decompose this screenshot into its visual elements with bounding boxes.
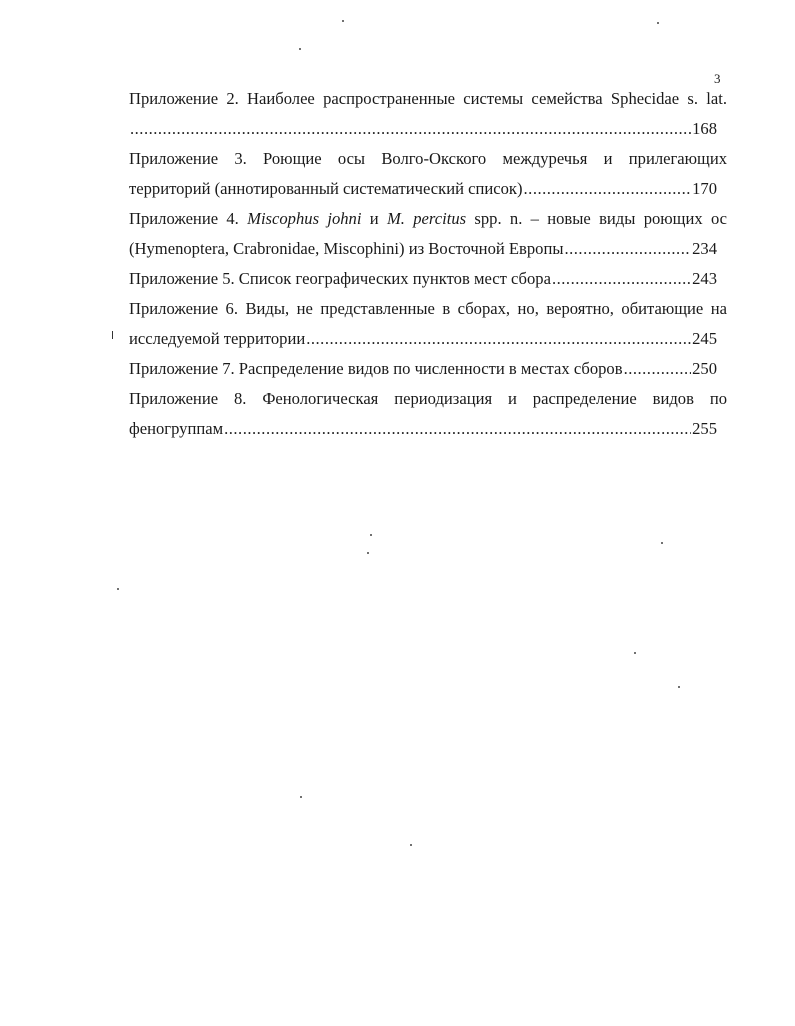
toc-entry-page: 168	[692, 119, 717, 138]
toc-entry-title-end: (Hymenoptera, Crabronidae, Miscophini) из Восточной Европы	[129, 239, 564, 258]
dot-leader	[130, 114, 691, 144]
toc-entry-appendix-8	[129, 384, 727, 444]
scan-mark	[112, 331, 113, 339]
toc-entry-appendix-5	[129, 264, 727, 294]
toc-entry-title-part: и	[369, 209, 379, 228]
toc-entry-leader-line	[129, 354, 727, 384]
scan-speck	[410, 844, 412, 846]
toc-entry-page: 234	[692, 239, 717, 258]
scan-speck	[678, 686, 680, 688]
dot-leader	[224, 414, 691, 444]
scan-speck	[657, 22, 659, 24]
toc-entry-appendix-4	[129, 204, 727, 264]
toc-entry-title: Приложение 2. Наиболее распространенные системы семейства Sphecidae s. lat.	[129, 89, 727, 108]
scan-speck	[634, 652, 636, 654]
toc-entry-leader-line	[129, 264, 727, 294]
toc-entry-page: 243	[692, 269, 717, 288]
toc-entry-leader-line	[129, 114, 727, 144]
toc-entry-leader-line	[129, 234, 727, 264]
toc-entry-title: Приложение 6. Виды, не представленные в сборах, но, вероятно, обитающие на	[129, 299, 727, 318]
dot-leader	[524, 174, 692, 204]
toc-entry-title-part: spp. n. – новые виды роющих ос	[474, 209, 728, 228]
toc-entry-page: 245	[692, 329, 717, 348]
toc-entry-leader-line	[129, 174, 727, 204]
toc-entry-leader-line	[129, 324, 727, 354]
dot-leader	[564, 234, 691, 264]
toc-entry-title: Приложение 7. Распределение видов по численности в местах сборов	[129, 359, 623, 378]
table-of-contents	[129, 84, 727, 444]
toc-entry-title	[129, 204, 727, 234]
species-name: M. percitus	[386, 209, 467, 228]
page-number: 3	[714, 71, 721, 86]
toc-entry-title-end: феногруппам	[129, 419, 224, 438]
dot-leader	[624, 354, 692, 384]
dot-leader	[306, 324, 691, 354]
toc-entry-leader-line	[129, 414, 727, 444]
scan-speck	[299, 48, 301, 50]
scan-speck	[661, 542, 663, 544]
species-name: Miscophus johni	[247, 209, 362, 228]
toc-entry-title: Приложение 3. Роющие осы Волго-Окского междуречья и прилегающих	[129, 149, 727, 168]
scan-speck	[370, 534, 372, 536]
toc-entry-page: 255	[692, 419, 717, 438]
toc-entry-title-end: исследуемой территории	[129, 329, 306, 348]
toc-entry-title: Приложение 8. Фенологическая периодизация и распределение видов по	[129, 389, 727, 408]
scan-speck	[367, 552, 369, 554]
toc-entry-page: 250	[692, 359, 717, 378]
toc-entry-page: 170	[692, 179, 717, 198]
dot-leader	[552, 264, 691, 294]
toc-entry-title: Приложение 5. Список географических пунктов мест сбора	[129, 269, 551, 288]
scan-speck	[342, 20, 344, 22]
toc-entry-title-end: территорий (аннотированный систематический список)	[129, 179, 523, 198]
toc-entry-title-part: Приложение 4.	[129, 209, 239, 228]
toc-entry-appendix-3	[129, 144, 727, 204]
toc-entry-appendix-2	[129, 84, 727, 144]
toc-entry-appendix-6	[129, 294, 727, 354]
scan-speck	[117, 588, 119, 590]
toc-entry-appendix-7	[129, 354, 727, 384]
scan-speck	[300, 796, 302, 798]
